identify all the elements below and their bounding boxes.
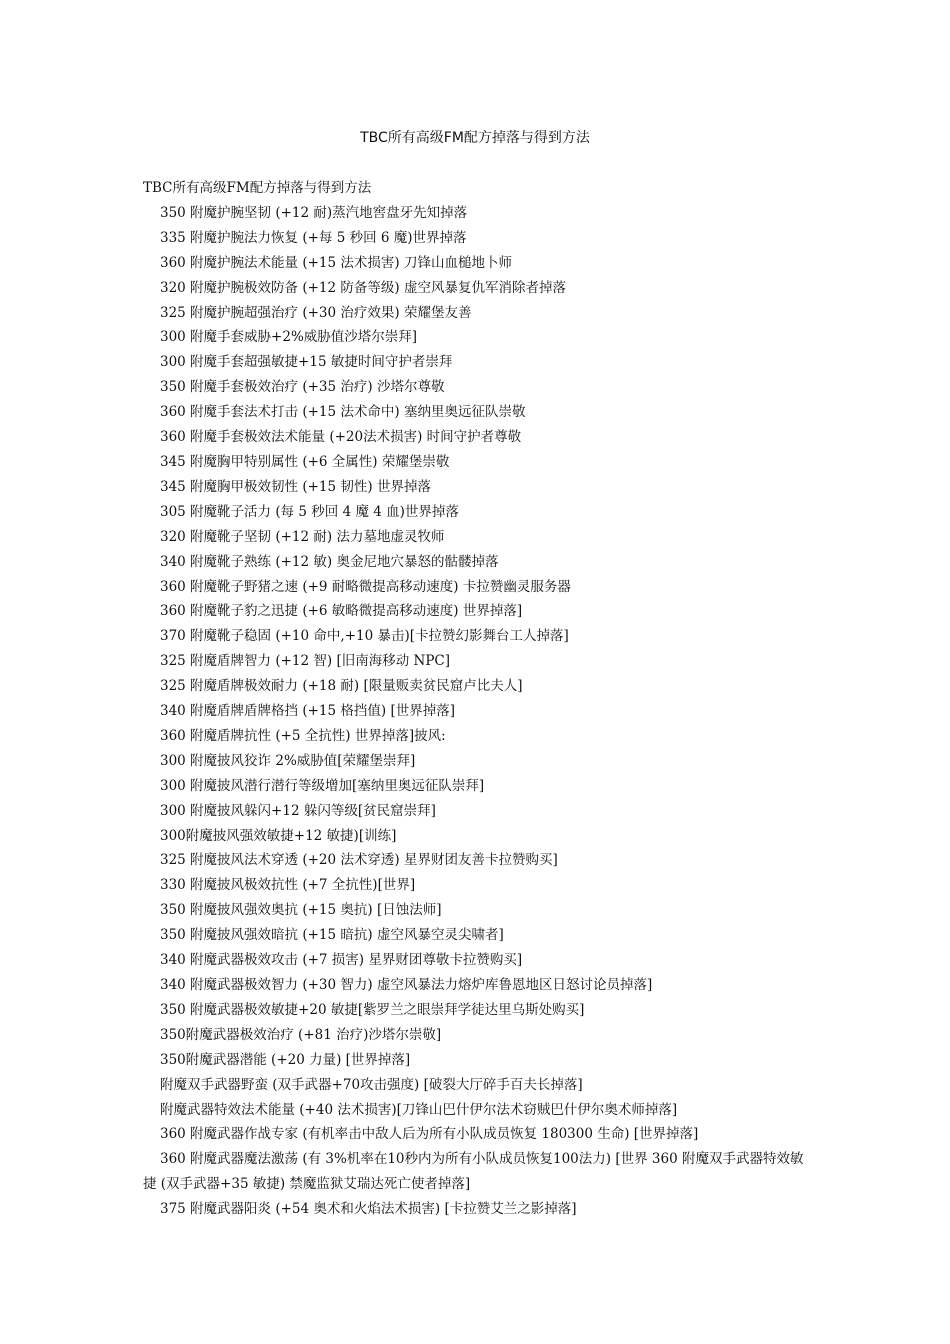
list-item: 370 附魔靴子稳固 (+10 命中,+10 暴击)[卡拉赞幻影舞台工人掉落]	[160, 628, 569, 645]
list-item: 320 附魔靴子坚韧 (+12 耐) 法力墓地虚灵牧师	[160, 528, 445, 545]
list-item: 345 附魔胸甲特别属性 (+6 全属性) 荣耀堡崇敬	[160, 453, 450, 470]
document-body	[143, 176, 808, 1222]
list-item: 360 附魔手套法术打击 (+15 法术命中) 塞纳里奥远征队崇敬	[160, 404, 526, 421]
list-item: 360 附魔武器作战专家 (有机率击中敌人后为所有小队成员恢复 180300 生命) [世界掉落]	[160, 1126, 699, 1143]
list-item: 350 附魔披风强效奥抗 (+15 奥抗) [日蚀法师]	[160, 902, 442, 919]
list-item: 300 附魔披风狡诈 2%威胁值[荣耀堡崇拜]	[160, 752, 416, 769]
list-item: 340 附魔盾牌盾牌格挡 (+15 格挡值) [世界掉落]	[160, 703, 455, 720]
list-item: 340 附魔武器极效智力 (+30 智力) 虚空风暴法力熔炉库鲁恩地区日怒讨论员掉落]	[160, 977, 653, 993]
list-item: 360 附魔靴子豹之迅捷 (+6 敏略微提高移动速度) 世界掉落]	[160, 603, 523, 620]
list-item: 350 附魔披风强效暗抗 (+15 暗抗) 虚空风暴空灵尖啸者]	[160, 927, 504, 944]
list-item: 300 附魔手套超强敏捷+15 敏捷时间守护者崇拜	[160, 354, 453, 371]
list-item: 350 附魔武器极效敏捷+20 敏捷[紫罗兰之眼崇拜学徒达里乌斯处购买]	[160, 1001, 585, 1018]
list-item: 335 附魔护腕法力恢复 (+每 5 秒回 6 魔)世界掉落	[160, 229, 467, 246]
list-item: 375 附魔武器阳炎 (+54 奥术和火焰法术损害) [卡拉赞艾兰之影掉落]	[160, 1201, 577, 1218]
list-item: 350 附魔护腕坚韧 (+12 耐)蒸汽地窖盘牙先知掉落	[160, 204, 468, 221]
list-item: 360 附魔靴子野猪之速 (+9 耐略微提高移动速度) 卡拉赞幽灵服务器	[160, 578, 571, 595]
list-item: 360 附魔手套极效法术能量 (+20法术损害) 时间守护者尊敬	[160, 429, 522, 446]
list-item: 325 附魔盾牌极效耐力 (+18 耐) [限量贩卖贫民窟卢比夫人]	[160, 678, 523, 695]
list-item: 360 附魔护腕法术能量 (+15 法术损害) 刀锋山血槌地卜师	[160, 254, 512, 271]
list-item: 350附魔武器极效治疗 (+81 治疗)沙塔尔崇敬]	[160, 1026, 442, 1043]
list-item: 330 附魔披风极效抗性 (+7 全抗性)[世界]	[160, 877, 416, 894]
list-item: 325 附魔盾牌智力 (+12 智) [旧南海移动 NPC]	[160, 653, 451, 670]
list-item: 350 附魔手套极效治疗 (+35 治疗) 沙塔尔尊敬	[160, 379, 445, 396]
list-item: 300 附魔披风躲闪+12 躲闪等级[贫民窟崇拜]	[160, 802, 436, 819]
body-heading: TBC所有高级FM配方掉落与得到方法	[143, 180, 372, 196]
list-item: 320 附魔护腕极效防备 (+12 防备等级) 虚空风暴复仇军消除者掉落	[160, 279, 566, 296]
list-item: 305 附魔靴子活力 (每 5 秒回 4 魔 4 血)世界掉落	[160, 503, 459, 520]
list-item: 附魔双手武器野蛮 (双手武器+70攻击强度) [破裂大厅碎手百夫长掉落]	[160, 1076, 583, 1093]
list-item: 340 附魔靴子熟练 (+12 敏) 奥金尼地穴暴怒的骷髅掉落	[160, 553, 499, 570]
list-item: 附魔武器特效法术能量 (+40 法术损害)[刀锋山巴什伊尔法术窃贼巴什伊尔奥术师掉落]	[160, 1101, 678, 1118]
list-item: 300 附魔手套威胁+2%威胁值沙塔尔崇拜]	[160, 329, 418, 346]
list-item: 300附魔披风强效敏捷+12 敏捷)[训练]	[160, 827, 397, 844]
document-title: TBC所有高级FM配方掉落与得到方法	[360, 130, 590, 146]
list-item: 360 附魔盾牌抗性 (+5 全抗性) 世界掉落]披风:	[160, 727, 446, 744]
list-item: 340 附魔武器极效攻击 (+7 损害) 星界财团尊敬卡拉赞购买]	[160, 952, 523, 969]
list-item: 300 附魔披风潜行潜行等级增加[塞纳里奥远征队崇拜]	[160, 777, 485, 794]
list-item: 360 附魔武器魔法激荡 (有 3%机率在10秒内为所有小队成员恢复100法力) [世界 360 附魔双手武器特效敏捷 (双手武器+35 敏捷) 禁魔监狱艾瑞达死亡使者掉落]	[143, 1151, 804, 1193]
list-item: 345 附魔胸甲极效韧性 (+15 韧性) 世界掉落	[160, 478, 431, 495]
list-item: 325 附魔护腕超强治疗 (+30 治疗效果) 荣耀堡友善	[160, 304, 472, 321]
list-item: 325 附魔披风法术穿透 (+20 法术穿透) 星界财团友善卡拉赞购买]	[160, 852, 558, 869]
list-item: 350附魔武器潜能 (+20 力量) [世界掉落]	[160, 1051, 411, 1068]
